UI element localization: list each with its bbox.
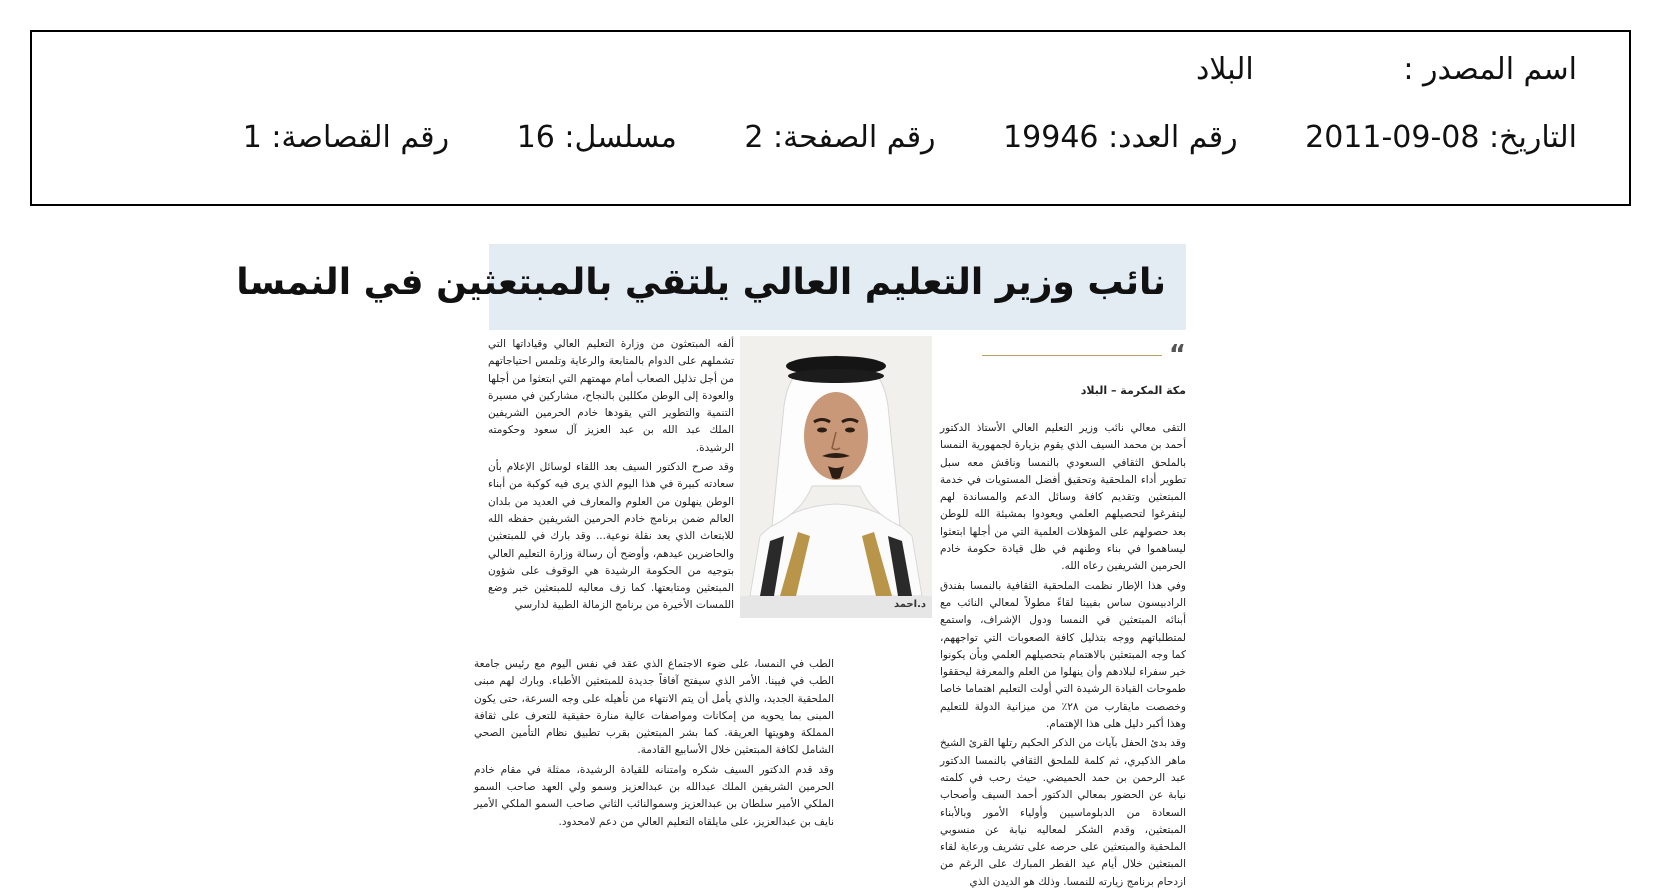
paragraph: وقد صرح الدكتور السيف بعد اللقاء لوسائل الإعلام بأن سعادته كبيرة في هذا اليوم الذي يرى فيه كوكبة من أبناء الوطن ينهلون من العلوم والمعارف في العديد من بلدان العالم ضمن برنامج خادم الحرمين الشريفين حفظه الله للابتعاث الذي يعد نقلة نوعية... وقد بارك في للمبتعثين والحاضرين عيدهم، وأوضح أن رسالة وزارة التعليم العالي بتوجيه من الحكومة الرشيدة هي الوقوف على شؤون المبتعثين ومتابعتها. كما زف معاليه للمبتعثين خبر وضع اللمسات الأخيرة من برنامج الزمالة الطبية لدارسي <box>488 461 734 612</box>
article-headline: نائب وزير التعليم العالي يلتقي بالمبتعثين في النمسا <box>236 262 1166 303</box>
article-column-left-bottom <box>474 656 834 876</box>
photo-caption: د.احمد <box>893 599 926 610</box>
article-column-left <box>488 336 734 628</box>
source-row <box>1196 52 1577 87</box>
newspaper-clipping <box>236 244 1186 888</box>
portrait-icon <box>740 336 932 596</box>
clip-value: 1 <box>242 120 262 155</box>
paragraph: وقد قدم الدكتور السيف شكره وامتنانه للقيادة الرشيدة، ممثلة في مقام خادم الحرمين الشريفين الملك عبدالله بن عبدالعزيز وسمو ولي العهد صاحب السمو الملكي الأمير سلطان بن عبدالعزيز وسموالنائب الثاني صاحب السمو الملكي الأمير نايف بن عبدالعزيز، على مايلقاه التعليم العالي من دعم لامحدود. <box>474 763 834 828</box>
article-column-right <box>940 420 1186 888</box>
serial-value: 16 <box>516 120 555 155</box>
source-value: البلاد <box>1195 52 1254 87</box>
quote-icon: “ <box>1168 340 1186 370</box>
issue-value: 19946 <box>1003 120 1099 155</box>
paragraph: الطب في النمسا، على ضوء الاجتماع الذي عقد في نفس اليوم مع رئيس جامعة الطب في فيينا. الأمر الذي سيفتح آفاقاً جديدة للمبتعثين الأطباء. وبارك لهم مبنى الملحقية الجديد، والذي يأمل أن يتم الانتهاء من تأهيله على وجه السرعة، حتى يكون المبنى بما يحويه من إمكانات ومواصفات عالية منارة حقيقية للتعرف على ثقافة المملكة وهويتها العريقة. كما بشر المبتعثين بقرب تطبيق نظام التأمين الصحي الشامل لكافة المبتعثين خلال الأسابيع القادمة. <box>474 658 834 757</box>
article-dateline: مكة المكرمة – البلاد <box>1080 384 1186 397</box>
clip-label: رقم القصاصة: <box>271 120 450 155</box>
portrait-photo <box>740 336 932 596</box>
source-label: اسم المصدر : <box>1403 52 1577 87</box>
paragraph: وفي هذا الإطار نظمت الملحقية الثقافية بالنمسا بفندق الرادبيسون ساس بفيينا لقاءً مطولاً لمعالي النائب مع أبنائه المبتعثين في النمسا ودول الإشراف، واستمع لمتطلباتهم ووجه بتذليل كافة الصعوبات التي تواجههم، كما وجه المبتعثين بالاهتمام بتحصيلهم العلمي وبأن يكونوا خير سفراء لبلادهم وأن ينهلوا من العلم والمعرفة ليحققوا طموحات القيادة الرشيدة التي أولت التعليم اهتماما خاصا وخصصت مايقارب من ٢٨٪ من ميزانية الدولة للتعليم وهذا أكبر دليل هلى هذا الإهتمام. <box>940 579 1186 731</box>
date-value: 2011-09-08 <box>1305 120 1480 155</box>
paragraph: التقى معالي نائب وزير التعليم العالي الأستاذ الدكتور أحمد بن محمد السيف الذي يقوم بزيارة لجمهورية النمسا بالملحق الثقافي السعودي بالنمسا وناقش معه سبل تطوير أداء الملحقية وتحقيق أفضل المستويات في خدمة المبتعثين وتقديم كافة وسائل الدعم والمساندة لهم ليتفرغوا لتحصيلهم العلمي ويعودوا بمشيئة الله للوطن بعد حصولهم على المؤهلات العلمية التي من أجلها ابتعثوا ليساهموا في بناء وطنهم في ظل قيادة حكومة خادم الحرمين الشريفين رعاه الله. <box>940 422 1186 573</box>
issue-label: رقم العدد: <box>1108 120 1238 155</box>
headline-band <box>236 244 1186 330</box>
paragraph: وقد بدئ الحفل بآيات من الذكر الحكيم رتلها القرئ الشيخ ماهر الذكيري، ثم كلمة للملحق الثقافي بالنمسا الدكتور عبد الرحمن بن حمد الحميضي. حيث رحب في كلمته نيابة عن الحضور بمعالي الدكتور أحمد السيف وأصحاب السعادة من الدبلوماسيين وأولياء الأمور وبالأبناء المبتعثين، وقدم الشكر لمعاليه نيابة عن منسوبي الملحقية والمبتعثين على حرصه على تشريف ورعاية لقاء المبتعثين خلال أيام عيد الفطر المبارك على الرغم من ازدحام برنامج زيارته للنمسا. وذلك هو الديدن الذي <box>940 737 1186 888</box>
details-row <box>243 120 1577 155</box>
source-info-box <box>30 30 1631 206</box>
date-label: التاريخ: <box>1489 120 1577 155</box>
serial-label: مسلسل: <box>564 120 677 155</box>
divider <box>982 355 1162 356</box>
paragraph: ألفه المبتعثون من وزارة التعليم العالي وقياداتها التي تشملهم على الدوام بالمتابعة والرعاية وتلمس احتياجاتهم من أجل تذليل الصعاب أمام مهمتهم التي ابتعثوا من أجلها والعودة إلى الوطن مكللين بالنجاح، مشاركين في مسيرة التنمية والتطوير التي يقودها خادم الحرمين الشريفين الملك عبد الله بن عبد العزيز آل سعود وحكومته الرشيدة. <box>488 338 734 454</box>
photo-caption-band <box>740 596 932 618</box>
page-label: رقم الصفحة: <box>772 120 936 155</box>
page-value: 2 <box>744 120 764 155</box>
